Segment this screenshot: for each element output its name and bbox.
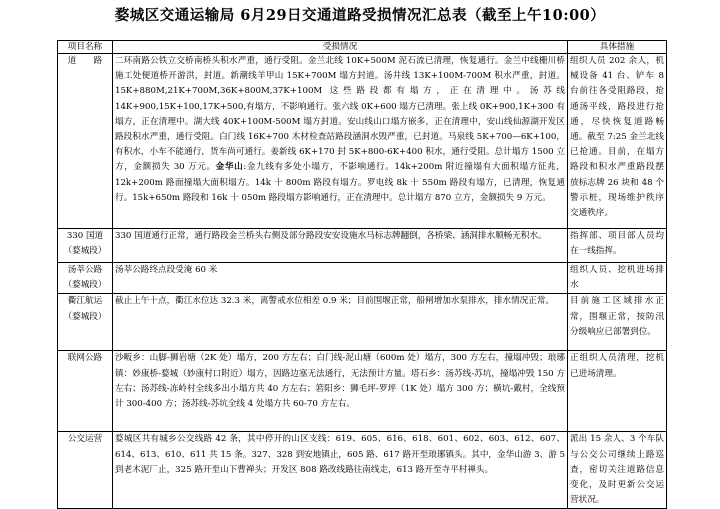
- row-situation: 截止上午十点，衢江水位达 32.3 米，离警戒水位相差 0.9 米；目前围堰正常，船闸增加水泵排水，排水情况正常。: [113, 294, 568, 351]
- table-row: [58, 432, 667, 509]
- district-label: 金华山: [215, 162, 244, 173]
- table-header-row: [58, 41, 667, 54]
- row-item-name: 330 国道 （婺城段）: [58, 229, 113, 263]
- row-measures: 组织人员、挖机进场排水: [568, 263, 667, 294]
- header-measures: 具体措施: [568, 41, 667, 54]
- row-item-name: 衢江航运 （婺城段）: [58, 294, 113, 351]
- row-measures: 组织人员 202 余人，机械设备 41 台、铲车 8 台前往各受阻路段，抢通汤平线，路段进行抢通，尽快恢复道路畅通。截至 7:25 金兰北线已抢通。目前，在塌方路段和积水严重路段摆放标志牌 26 块和 48 个警示桩，现场维护秩序交通秩序。: [568, 54, 667, 229]
- page-title: 婺城区交通运输局 6月29日交通道路受损情况汇总表（截至上午10:00）: [114, 7, 606, 24]
- row-situation: 二环南路公铁立交桥南桥头积水严重，通行受阻。金兰北线 10K+500M 泥石流已清理，恢复通行。金兰中线栅川桥施工处便道桥开游洪，封道。新潮线羊甲山 15K+700M 塌方封道。汤井线 13K+100M-700M 积水严重，封道。15K+880M,21K+700M,36K+800M,37K+100M 这些路段都有塌方，正在清理中。汤苏线 14K+900,15K+100,17K+500,有塌方，不影响通行。张六线 0K+600 塌方已清理。张上线 0K+900,1K+300 有塌方，正在清理中。湖大线 40K+100M-500M 塌方封道。安山线山口塌方嵌多，正在清理中，安山线仙源湖开发区路段积水严重，通行受阻。白门线 16K+700 木材检查站路段涵洞水毁严重，已封道。马泉线 5K+700—6K+100，有积水，小车不能通行，货车尚可通行。姜新线 6K+170 封 5K+800-6K+400 积水，通行受阻。总计塌方 1500 立方，金额损失 30 万元。金华山:金九线有多处小塌方，不影响通行。14k+200m 附近撞塌有大面积塌方征兆，12k+200m 路面撞塌大面积塌方。14k 十 800m 路段有塌方。罗电线 8k 十 550m 路段有塌方，已清理，恢复通行。15k+650m 路段和 16k 十 050m 路段塌方影响通行，正在清理中。总计塌方 870 立方，金额损失 9 万元。: [113, 54, 568, 229]
- table-row: [58, 54, 667, 229]
- table-row: [58, 229, 667, 263]
- header-name: 项目名称: [58, 41, 113, 54]
- row-item-name: 联网公路: [58, 351, 113, 432]
- damage-summary-table: [57, 40, 667, 509]
- row-measures: 派出 15 余人、3 个车队与公交公司继续上路巡查，密切关注道路信息变化，及时更新公交运营状况。: [568, 432, 667, 509]
- row-item-name: 汤莘公路 （婺城段）: [58, 263, 113, 294]
- row-situation: 汤莘公路终点段受淹 60 米: [113, 263, 568, 294]
- table-row: [58, 294, 667, 351]
- row-situation: 沙畈乡：山脚-狮岩塘（2K 处）塌方，200 方左右；白门线-泥山塘（600m 处）塌方，300 方左右，撞塌冲毁；琅琊镇：妙康桥-婺城（妙康村口附近）塌方，因路边塞无法通行，无法预计方量。塔石乡：汤苏线-苏坑，撞塌冲毁 150 方左右；汤苏线-冻岭村全线多出小塌方共 40 方左右；箬阳乡：狮毛坪-罗坪（1K 处）塌方 300 方；横坑-戴村，全线预计 300-400 方；汤苏线-苏坑全线 4 处塌方共 60-70 方左右。: [113, 351, 568, 432]
- row-measures: 目前施工区域排水正常，围堰正常，按防汛分级响应已部署到位。: [568, 294, 667, 351]
- table-row: [58, 263, 667, 294]
- row-item-name: 公交运营: [58, 432, 113, 509]
- row-item-name: 道 路: [58, 54, 113, 229]
- row-measures: 指挥部、项目部人员均在一线指挥。: [568, 229, 667, 263]
- row-measures: 正组织人员清理，挖机已进场清理。: [568, 351, 667, 432]
- row-situation: 330 国道通行正常，通行路段金兰桥头右侧及部分路段安安设施水马标志牌翻倒，各桥梁、涵洞排水顺畅无积水。: [113, 229, 568, 263]
- header-situation: 受损情况: [113, 41, 568, 54]
- table-row: [58, 351, 667, 432]
- row-situation: 婺城区共有城乡公交线路 42 条，其中停开的山区支线：619、605、616、618、601、602、603、612、607、614、613、610、611 共 15 条。327、328 到安地镇止，605 路、617 路开至琅琊镇头。其中，金华山游 3、游 5 到老木泥厂止，325 路开至山下曹禅头；开发区 808 路改线路往南线走，613 路开至寺平村禅头。: [113, 432, 568, 509]
